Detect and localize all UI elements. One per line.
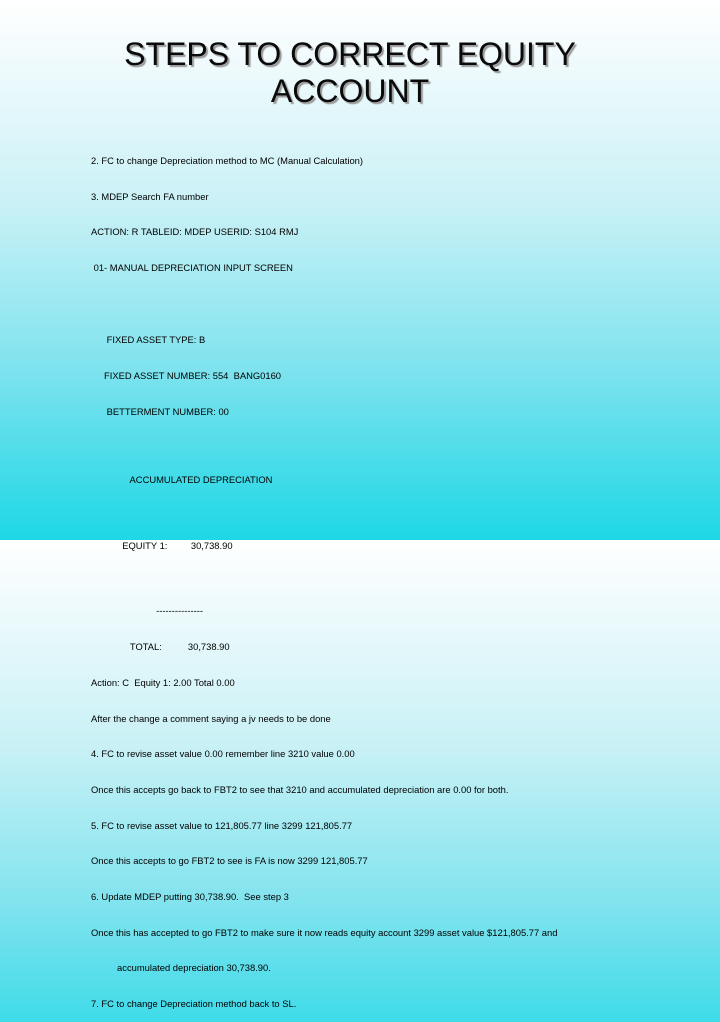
step-line: Once this has accepted to go FBT2 to make sure it now reads equity account 3299 asset value $121,805.77 and: [91, 926, 558, 938]
step-line: After the change a comment saying a jv needs to be done: [91, 712, 331, 724]
accumulated-depreciation-header: ACCUMULATED DEPRECIATION: [91, 474, 273, 486]
step-line: Action: C Equity 1: 2.00 Total 0.00: [91, 676, 235, 688]
spacer: [91, 510, 651, 516]
betterment-number: BETTERMENT NUMBER: 00: [91, 405, 229, 417]
step-line: 01- MANUAL DEPRECIATION INPUT SCREEN: [91, 261, 293, 273]
step-line: 7. FC to change Depreciation method back to SL.: [91, 998, 297, 1010]
step-line: 5. FC to revise asset value to 121,805.77 line 3299 121,805.77: [91, 819, 353, 831]
slide-body: [91, 131, 651, 1022]
spacer: [91, 576, 651, 582]
spacer: [91, 298, 651, 311]
total-line: TOTAL: 30,738.90: [91, 641, 230, 653]
fixed-asset-type: FIXED ASSET TYPE: B: [91, 334, 206, 346]
step-line: Once this accepts to go FBT2 to see is FA is now 3299 121,805.77: [91, 855, 368, 867]
step-line: 2. FC to change Depreciation method to MC (Manual Calculation): [91, 154, 364, 166]
step-line: Once this accepts go back to FBT2 to see that 3210 and accumulated depreciation are 0.00 for both.: [91, 783, 509, 795]
equity-line: EQUITY 1: 30,738.90: [91, 539, 233, 551]
dash-separator: ---------------: [91, 605, 203, 617]
spacer: [91, 442, 651, 451]
title-line-2: ACCOUNT: [270, 73, 430, 109]
step-line: accumulated depreciation 30,738.90.: [91, 962, 271, 974]
slide-title: [0, 36, 700, 110]
step-line: ACTION: R TABLEID: MDEP USERID: S104 RMJ: [91, 226, 299, 238]
fixed-asset-number: FIXED ASSET NUMBER: 554 BANG0160: [91, 370, 282, 382]
step-line: 3. MDEP Search FA number: [91, 190, 209, 202]
step-line: 6. Update MDEP putting 30,738.90. See step 3: [91, 891, 289, 903]
step-line: 4. FC to revise asset value 0.00 remember line 3210 value 0.00: [91, 748, 355, 760]
title-line-1: STEPS TO CORRECT EQUITY: [124, 36, 576, 72]
